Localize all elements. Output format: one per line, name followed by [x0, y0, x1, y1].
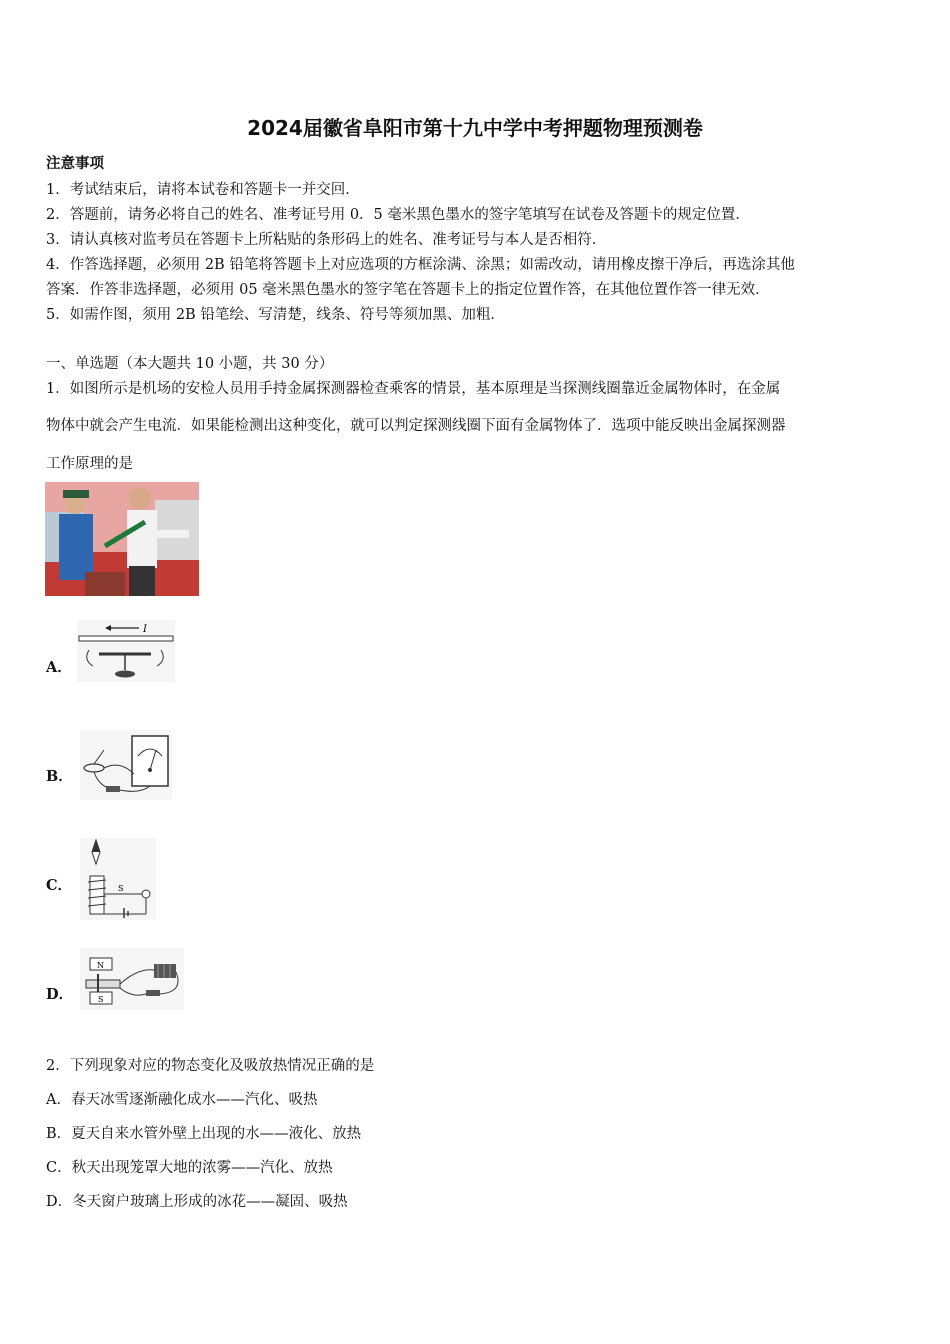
question-1-line: 物体中就会产生电流．如果能检测出这种变化，就可以判定探测线圈下面有金属物体了．选项中能反映出金属探测器: [46, 418, 786, 434]
notice-item: 5．如需作图，须用 2B 铅笔绘、写清楚，线条、符号等须加黑、加粗．: [46, 307, 505, 323]
current-label: I: [143, 624, 147, 635]
option-d-figure: [80, 948, 184, 1010]
notice-item: 3．请认真核对监考员在答题卡上所粘贴的条形码上的姓名、准考证号与本人是否相符．: [46, 232, 607, 248]
option-b-figure: [80, 730, 172, 800]
notice-item: 1．考试结束后，请将本试卷和答题卡一并交回．: [46, 182, 360, 198]
magnet-n-label: N: [97, 961, 104, 970]
notice-item: 4．作答选择题，必须用 2B 铅笔将答题卡上对应选项的方框涂满、涂黑；如需改动，请用橡皮擦干净后，再选涂其他: [46, 257, 795, 273]
option-d-label[interactable]: D．: [46, 986, 74, 1003]
notice-item: 答案．作答非选择题，必须用 05 毫米黑色墨水的签字笔在答题卡上的指定位置作答，在其他位置作答一律无效．: [46, 282, 770, 298]
question-2-option[interactable]: B．夏天自来水管外壁上出现的水——液化、放热: [46, 1126, 362, 1142]
option-c-label[interactable]: C．: [46, 877, 73, 894]
exam-title: 2024届徽省阜阳市第十九中学中考押题物理预测卷: [247, 116, 703, 140]
option-c-figure: [80, 838, 156, 920]
question-2-option[interactable]: D．冬天窗户玻璃上形成的冰花——凝固、吸热: [46, 1194, 348, 1210]
option-a-figure: [77, 620, 175, 682]
notice-heading: 注意事项: [46, 155, 104, 172]
notice-item: 2．答题前，请务必将自己的姓名、准考证号用 0．5 毫米黑色墨水的签字笔填写在试卷及答题卡的规定位置．: [46, 207, 750, 223]
question-2-stem: 2．下列现象对应的物态变化及吸放热情况正确的是: [46, 1058, 375, 1074]
security-check-photo: [45, 482, 199, 596]
question-2-option[interactable]: C．秋天出现笼罩大地的浓雾——汽化、放热: [46, 1160, 333, 1176]
option-a-label[interactable]: A．: [46, 659, 72, 676]
question-2-option[interactable]: A．春天冰雪逐渐融化成水——汽化、吸热: [46, 1092, 318, 1108]
question-1-line: 1．如图所示是机场的安检人员用手持金属探测器检查乘客的情景，基本原理是当探测线圈靠近金属物体时，在金属: [46, 381, 781, 397]
switch-s-label: S: [118, 884, 124, 893]
magnet-s-label: S: [98, 995, 104, 1004]
option-b-label[interactable]: B．: [46, 768, 73, 785]
question-1-line: 工作原理的是: [46, 456, 133, 472]
section-heading: 一、单选题（本大题共 10 小题，共 30 分）: [46, 356, 334, 372]
